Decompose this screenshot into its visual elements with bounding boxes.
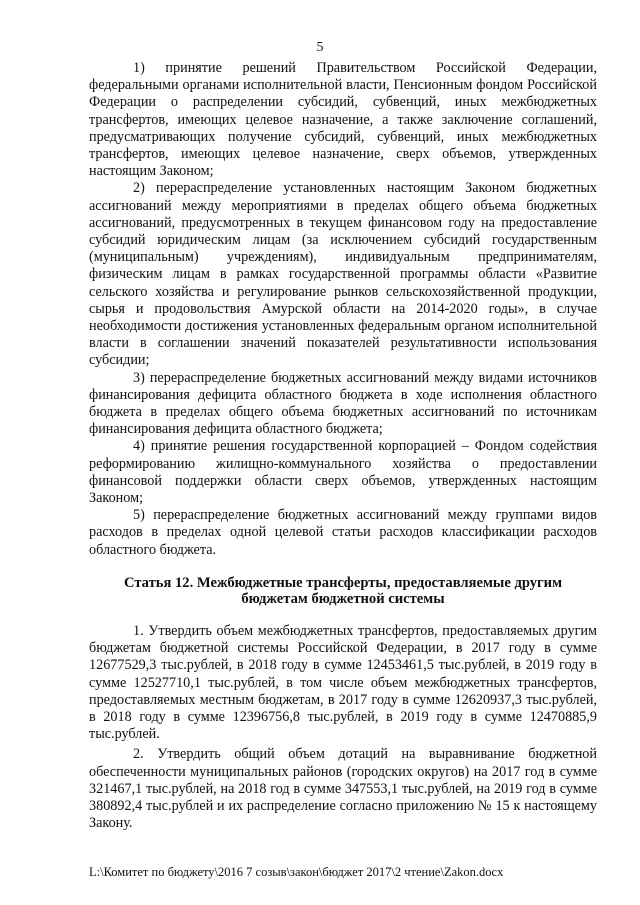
- footer-file-path: L:\Комитет по бюджету\2016 7 созыв\закон\бюджет 2017\2 чтение\Zakon.docx: [89, 865, 504, 879]
- article-paragraph-1: 1. Утвердить объем межбюджетных трансфертов, предоставляемых другим бюджетам бюджетной системы Российской Федерации, в 2017 году в сумме 12677529,3 тыс.рублей, в 2018 году в сумме 12453461,5 тыс.рублей, в 2019 году в сумме 12527710,1 тыс.рублей, в том числе объем межбюджетных трансфертов, предоставляемых местным бюджетам, в 2017 году в сумме 12620937,3 тыс.рублей, в 2018 году в сумме 12396756,8 тыс.рублей, в 2019 году в сумме 12470885,9 тыс.рублей.: [89, 622, 597, 743]
- article-title-line-1: Статья 12. Межбюджетные трансферты, предоставляемые другим: [123, 574, 563, 591]
- paragraph-item-1: 1) принятие решений Правительством Российской Федерации, федеральными органами исполнительной власти, Пенсионным фондом Российской Федерации о распределении субсидий, субвенций, иных межбюджетных трансфертов, имеющих целевое назначение, а также заключение соглашений, предусматривающих получение субсидий, субвенций, иных межбюджетных трансфертов, имеющих целевое назначение, сверх объемов, утвержденных настоящим Законом;: [89, 60, 597, 180]
- paragraph-item-3: 3) перераспределение бюджетных ассигнований между видами источников финансирования дефицита областного бюджета в ходе исполнения областного бюджета в пределах общего объема бюджетных ассигнований по источникам финансирования дефицита областного бюджета;: [89, 369, 597, 438]
- article-paragraph-2: 2. Утвердить общий объем дотаций на выравнивание бюджетной обеспеченности муниципальных районов (городских округов) на 2017 год в сумме 321467,1 тыс.рублей, на 2018 год в сумме 347553,1 тыс.рублей, на 2019 год в сумме 380892,4 тыс.рублей и их распределение согласно приложению № 15 к настоящему Закону.: [89, 746, 597, 832]
- article-title-line-2: бюджетам бюджетной системы: [241, 590, 445, 607]
- paragraph-item-2: 2) перераспределение установленных настоящим Законом бюджетных ассигнований между мероприятиями в пределах общего объема бюджетных ассигнований, предусмотренных в текущем финансовом году на предоставление субсидий юридическим лицам (за исключением субсидий государственным (муниципальным) учреждениям), индивидуальным предпринимателям, физическим лицам в рамках государственной программы области «Развитие сельского хозяйства и регулирование рынков сельскохозяйственной продукции, сырья и продовольствия Амурской области на 2014-2020 годы», в случае необходимости достижения установленных федеральным органом исполнительной власти в соглашении значений показателей результативности использования субсидии;: [89, 180, 597, 369]
- document-body: [89, 60, 597, 832]
- article-title: [89, 575, 597, 607]
- page-number: 5: [316, 40, 324, 55]
- paragraph-item-5: 5) перераспределение бюджетных ассигнований между группами видов расходов в пределах одной целевой статьи расходов классификации расходов областного бюджета.: [89, 507, 597, 558]
- paragraph-item-4: 4) принятие решения государственной корпорацией – Фондом содействия реформированию жилищно-коммунального хозяйства о предоставлении финансовой поддержки области сверх объемов, утвержденных настоящим Законом;: [89, 438, 597, 507]
